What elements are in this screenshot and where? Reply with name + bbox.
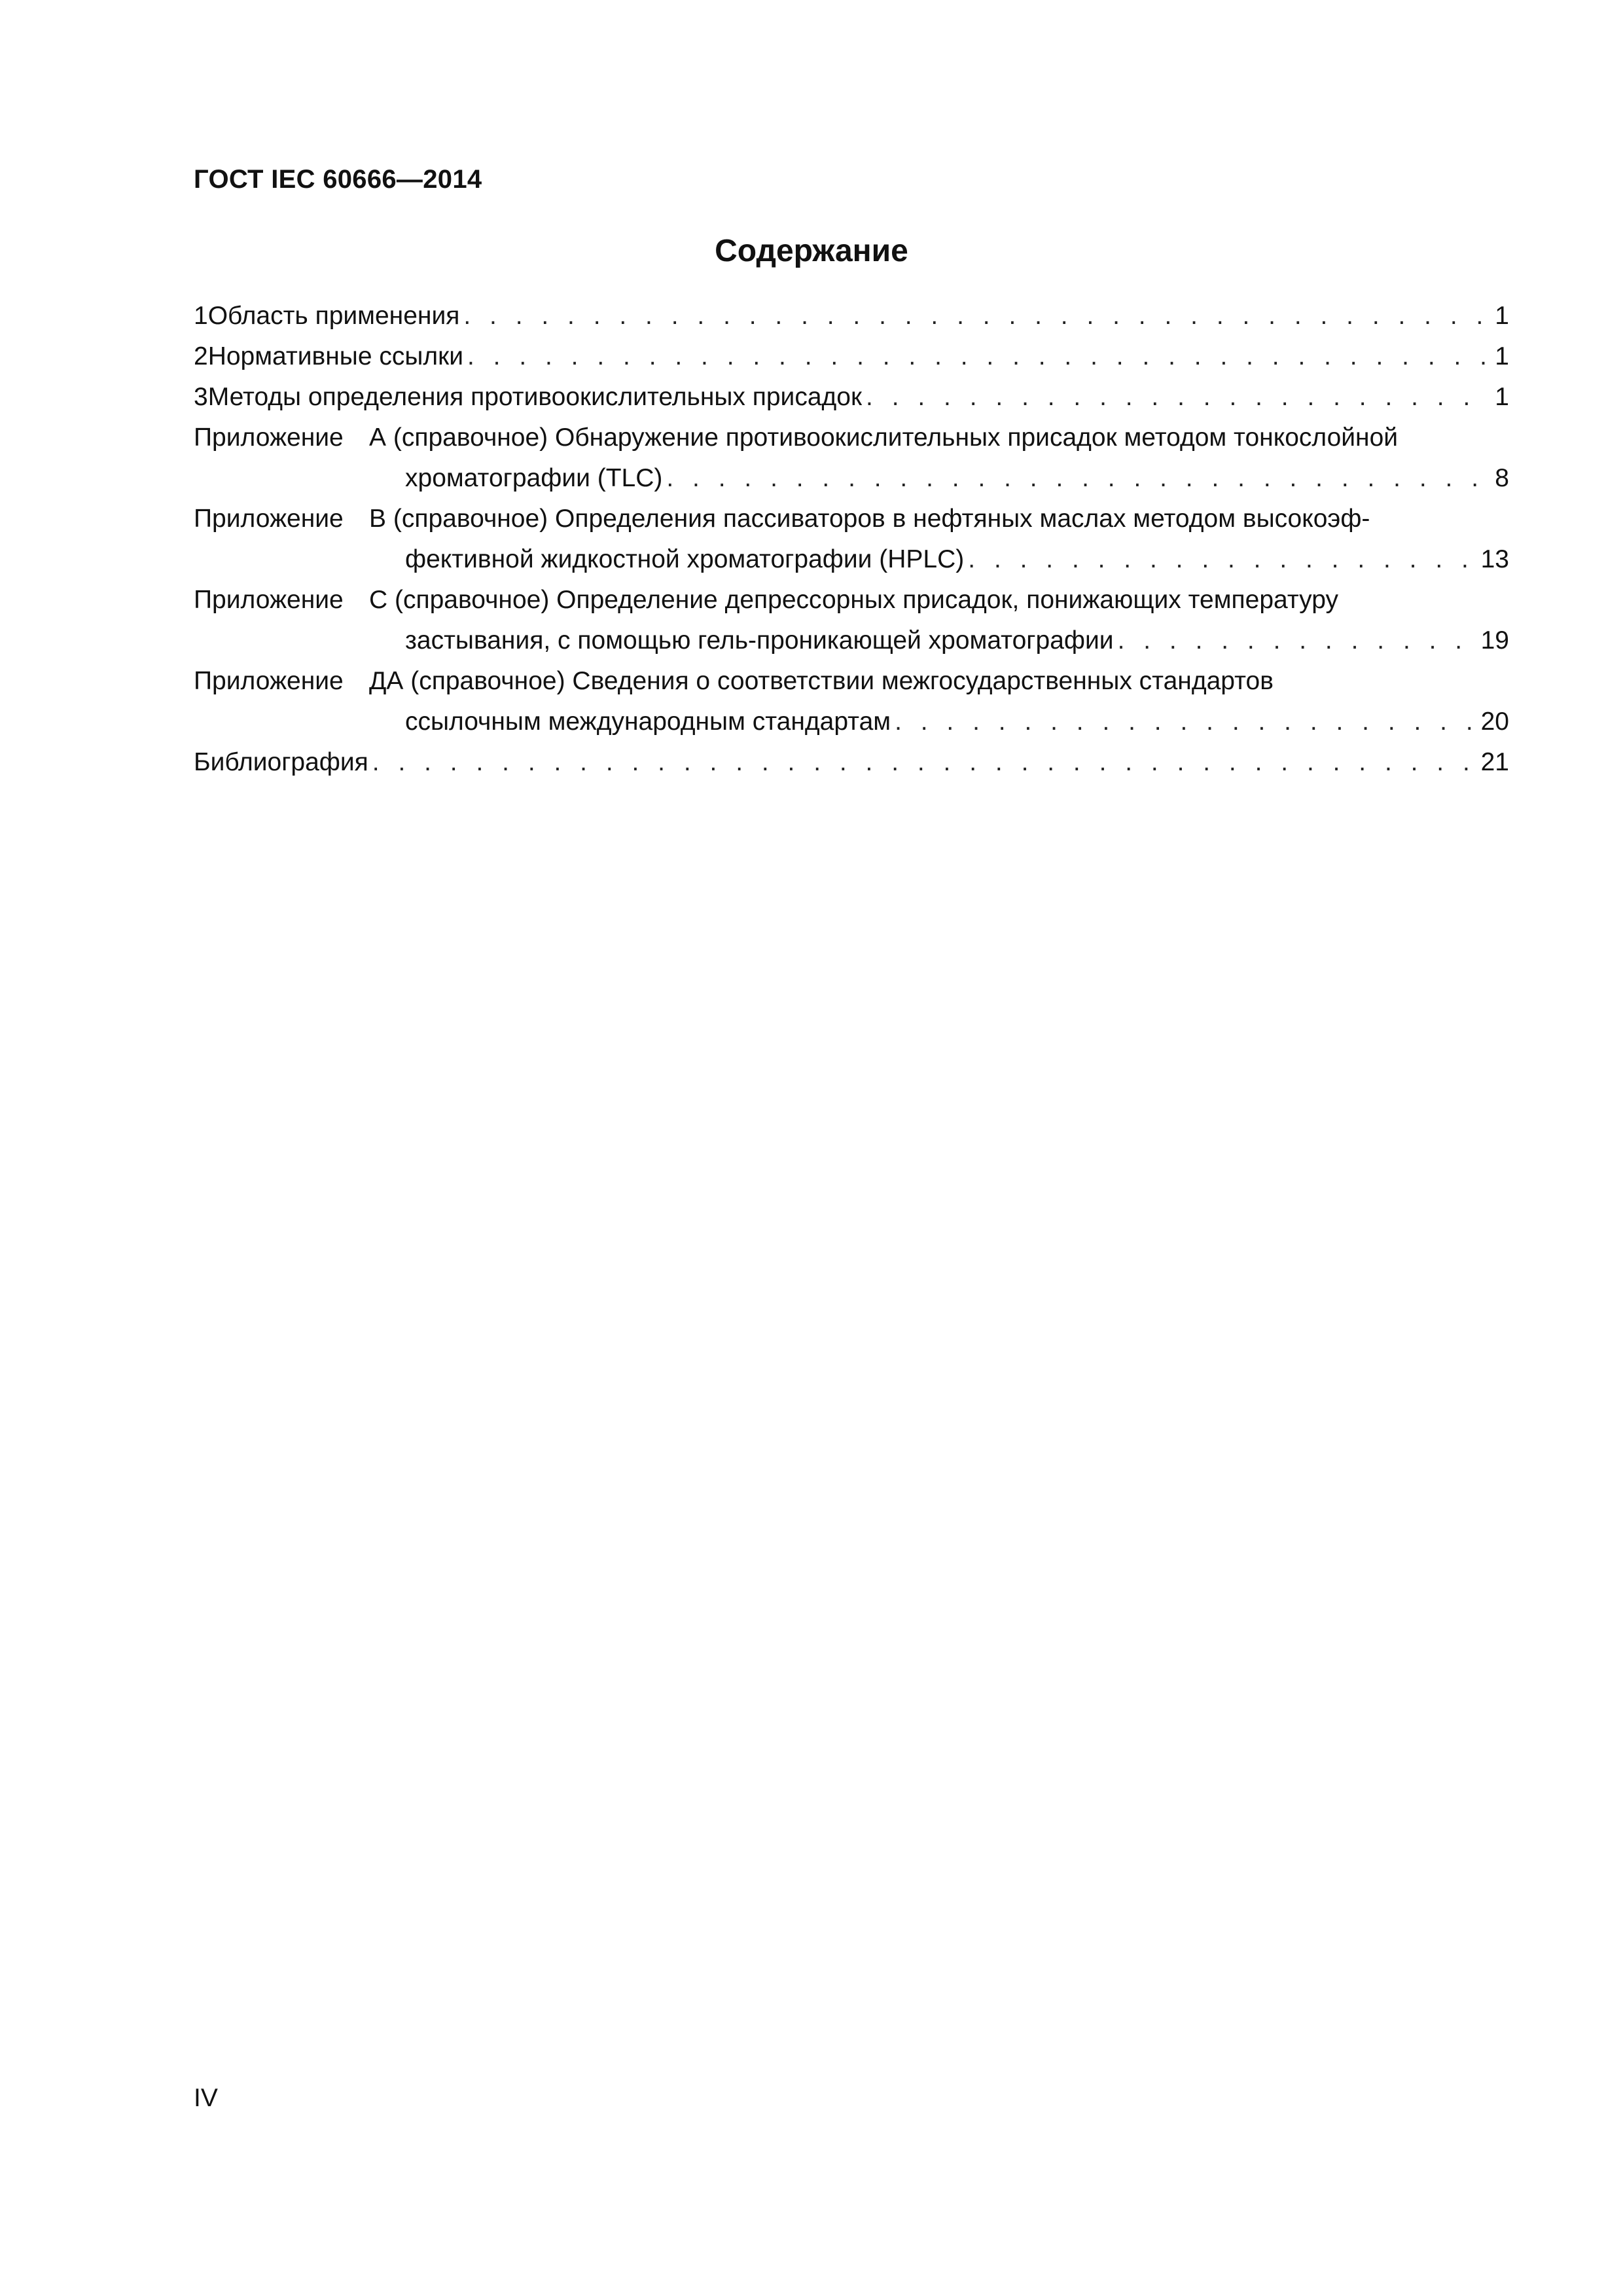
appendix-title-line2: хроматографии (TLC) bbox=[405, 464, 663, 492]
appendix-prefix: Приложение bbox=[194, 667, 344, 695]
appendix-prefix: Приложение bbox=[194, 423, 344, 452]
toc-entry-number: 1 bbox=[194, 302, 208, 330]
dot-leader bbox=[895, 702, 1474, 742]
dot-leader bbox=[463, 296, 1488, 336]
dot-leader bbox=[968, 539, 1474, 580]
toc-appendix-da[interactable] bbox=[194, 661, 1509, 742]
document-code: ГОСТ IEC 60666—2014 bbox=[194, 165, 482, 194]
appendix-prefix: Приложение bbox=[194, 586, 344, 614]
toc-appendix-a[interactable] bbox=[194, 418, 1509, 499]
toc-appendix-c[interactable] bbox=[194, 580, 1509, 661]
toc-entry-page: 19 bbox=[1480, 626, 1509, 655]
appendix-title-line2: ссылочным международным стандартам bbox=[405, 708, 891, 736]
toc-entry-title: Методы определения противоокислительных присадок bbox=[207, 383, 863, 411]
toc-entry-page: 1 bbox=[1495, 302, 1509, 330]
toc-entry-page: 20 bbox=[1480, 708, 1509, 736]
toc-entry-number: 3 bbox=[194, 383, 208, 411]
toc-entry-title: Библиография bbox=[194, 748, 368, 776]
toc-entry-page: 13 bbox=[1480, 545, 1509, 573]
appendix-title-line2: застывания, с помощью гель-проникающей хроматографии bbox=[405, 626, 1114, 655]
appendix-title-line1: С (справочное) Определение депрессорных присадок, понижающих температуру bbox=[369, 586, 1338, 614]
dot-leader bbox=[866, 377, 1488, 418]
toc-entry-page: 21 bbox=[1480, 748, 1509, 776]
toc-bibliography[interactable] bbox=[194, 742, 1509, 783]
dot-leader bbox=[666, 458, 1488, 499]
toc-entry-page: 1 bbox=[1495, 383, 1509, 411]
appendix-title-line1: ДА (справочное) Сведения о соответствии межгосударственных стандартов bbox=[369, 667, 1274, 695]
toc-entry-2[interactable] bbox=[194, 336, 1509, 377]
appendix-title-line2: фективной жидкостной хроматографии (HPLC) bbox=[405, 545, 965, 573]
toc-entry-1[interactable] bbox=[194, 296, 1509, 336]
appendix-title-line1: А (справочное) Обнаружение противоокислительных присадок методом тонкослойной bbox=[369, 423, 1399, 452]
dot-leader bbox=[372, 742, 1474, 783]
toc-entry-page: 1 bbox=[1495, 342, 1509, 370]
toc-entry-title: Нормативные ссылки bbox=[207, 342, 463, 370]
toc-entry-title: Область применения bbox=[207, 302, 460, 330]
toc-entry-page: 8 bbox=[1495, 464, 1509, 492]
toc-entry-number: 2 bbox=[194, 342, 208, 370]
appendix-prefix: Приложение bbox=[194, 505, 344, 533]
toc-entry-3[interactable] bbox=[194, 377, 1509, 418]
page-title: Содержание bbox=[715, 234, 908, 268]
toc-appendix-b[interactable] bbox=[194, 499, 1509, 580]
table-of-contents bbox=[194, 296, 1509, 783]
dot-leader bbox=[467, 336, 1488, 377]
appendix-title-line1: В (справочное) Определения пассиваторов в нефтяных маслах методом высокоэф- bbox=[369, 505, 1370, 533]
dot-leader bbox=[1118, 620, 1474, 661]
page-number: IV bbox=[194, 2084, 218, 2112]
